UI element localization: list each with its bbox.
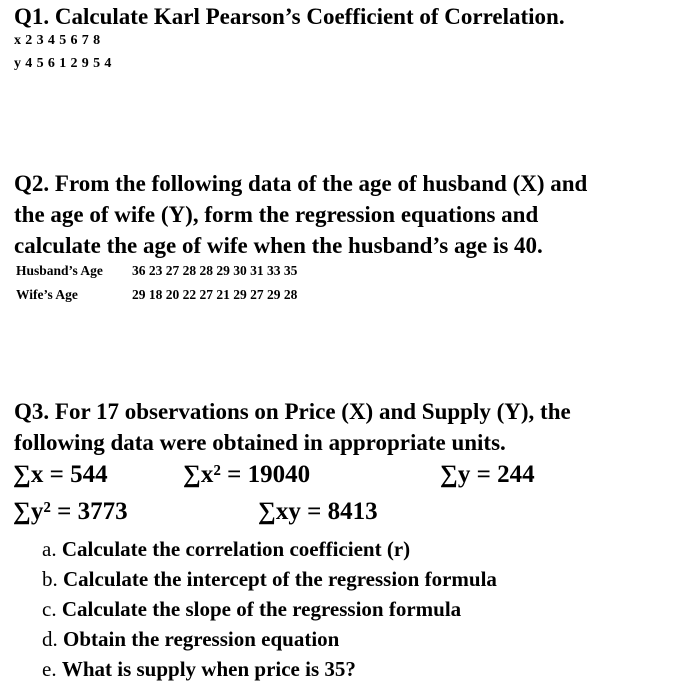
q2-husband-label: Husband’s Age [16, 263, 103, 278]
q3-option-a [42, 534, 410, 564]
q1-title: Q1. Calculate Karl Pearson’s Coefficient of Correlation. [14, 4, 565, 29]
q3-option-c [42, 594, 461, 624]
q3-sum-x-squared: ∑x² = 19040 [183, 461, 311, 488]
q2-line-3: calculate the age of wife when the husband’s age is 40. [14, 233, 543, 258]
q3-sum-y: ∑y = 244 [440, 461, 535, 488]
option-letter: a. [42, 537, 57, 561]
q3-sum-y-squared: ∑y² = 3773 [13, 498, 128, 525]
q3-line-1: Q3. For 17 observations on Price (X) and Supply (Y), the [14, 399, 571, 424]
q1-y-values: y 4 5 6 1 2 9 5 4 [14, 56, 112, 71]
option-text: Calculate the intercept of the regression formula [63, 567, 497, 591]
q3-sum-xy: ∑xy = 8413 [258, 498, 378, 525]
q2-husband-values: 36 23 27 28 28 29 30 31 33 35 [132, 263, 298, 278]
option-text: What is supply when price is 35? [61, 657, 356, 681]
option-letter: e. [42, 657, 57, 681]
q3-option-e [42, 654, 356, 684]
option-letter: c. [42, 597, 57, 621]
option-letter: d. [42, 627, 58, 651]
q2-wife-values: 29 18 20 22 27 21 29 27 29 28 [132, 287, 298, 302]
option-text: Calculate the slope of the regression formula [61, 597, 462, 621]
option-letter: b. [42, 567, 58, 591]
option-text: Calculate the correlation coefficient (r) [61, 537, 411, 561]
q3-sum-x: ∑x = 544 [13, 461, 108, 488]
q3-line-2: following data were obtained in appropriate units. [14, 430, 506, 455]
q2-wife-label: Wife’s Age [16, 287, 78, 302]
q1-x-values: x 2 3 4 5 6 7 8 [14, 33, 101, 48]
q2-line-2: the age of wife (Y), form the regression equations and [14, 202, 539, 227]
q3-option-b [42, 564, 497, 594]
q3-option-d [42, 624, 339, 654]
option-text: Obtain the regression equation [63, 627, 340, 651]
q2-line-1: Q2. From the following data of the age of husband (X) and [14, 171, 588, 196]
